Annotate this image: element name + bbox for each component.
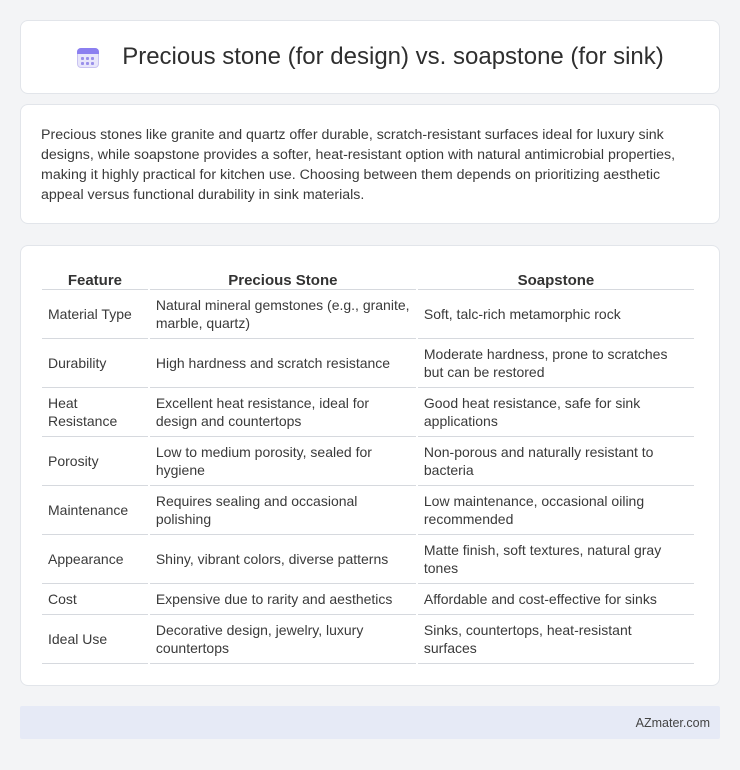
intro-text: Precious stones like granite and quartz offer durable, scratch-resistant surfaces ideal for luxury sink designs, while soapstone provides a softer, heat-resistant option with natural antimicrobial properties, making it highly practical for kitchen use. Choosing between them depends on prioritizing aesthetic appeal versus functional durability in sink materials.: [41, 127, 676, 203]
table-header-row: [42, 266, 694, 290]
cell-precious: Low to medium porosity, sealed for hygiene: [150, 437, 416, 486]
cell-precious: Natural mineral gemstones (e.g., granite, marble, quartz): [150, 290, 416, 339]
cell-soapstone: Moderate hardness, prone to scratches but can be restored: [418, 339, 694, 388]
comparison-table: [40, 266, 696, 664]
cell-precious: High hardness and scratch resistance: [150, 339, 416, 388]
cell-precious: Decorative design, jewelry, luxury countertops: [150, 615, 416, 664]
table-row: [42, 437, 694, 486]
cell-feature: Appearance: [42, 535, 148, 584]
header-feature: Feature: [42, 266, 148, 290]
header-precious-stone: Precious Stone: [150, 266, 416, 290]
cell-soapstone: Good heat resistance, safe for sink applications: [418, 388, 694, 437]
cell-soapstone: Affordable and cost-effective for sinks: [418, 584, 694, 615]
table-row: [42, 290, 694, 339]
cell-feature: Material Type: [42, 290, 148, 339]
table-row: [42, 615, 694, 664]
cell-precious: Requires sealing and occasional polishing: [150, 486, 416, 535]
cell-soapstone: Soft, talc-rich metamorphic rock: [418, 290, 694, 339]
cell-feature: Durability: [42, 339, 148, 388]
cell-feature: Heat Resistance: [42, 388, 148, 437]
cell-feature: Ideal Use: [42, 615, 148, 664]
cell-feature: Porosity: [42, 437, 148, 486]
footer: [20, 706, 720, 739]
cell-precious: Excellent heat resistance, ideal for design and countertops: [150, 388, 416, 437]
table-row: [42, 584, 694, 615]
comparison-card: [20, 245, 720, 686]
cell-soapstone: Non-porous and naturally resistant to bacteria: [418, 437, 694, 486]
footer-brand: AZmater.com: [635, 715, 710, 730]
table-row: [42, 339, 694, 388]
cell-precious: Shiny, vibrant colors, diverse patterns: [150, 535, 416, 584]
calendar-icon: [76, 45, 100, 69]
intro-card: [20, 104, 720, 224]
cell-soapstone: Sinks, countertops, heat-resistant surfaces: [418, 615, 694, 664]
table-row: [42, 486, 694, 535]
title-card: [20, 20, 720, 94]
cell-feature: Cost: [42, 584, 148, 615]
cell-precious: Expensive due to rarity and aesthetics: [150, 584, 416, 615]
header-soapstone: Soapstone: [418, 266, 694, 290]
table-row: [42, 388, 694, 437]
page-title: Precious stone (for design) vs. soapstone (for sink): [122, 43, 664, 70]
cell-soapstone: Low maintenance, occasional oiling recommended: [418, 486, 694, 535]
cell-soapstone: Matte finish, soft textures, natural gray tones: [418, 535, 694, 584]
cell-feature: Maintenance: [42, 486, 148, 535]
table-row: [42, 535, 694, 584]
